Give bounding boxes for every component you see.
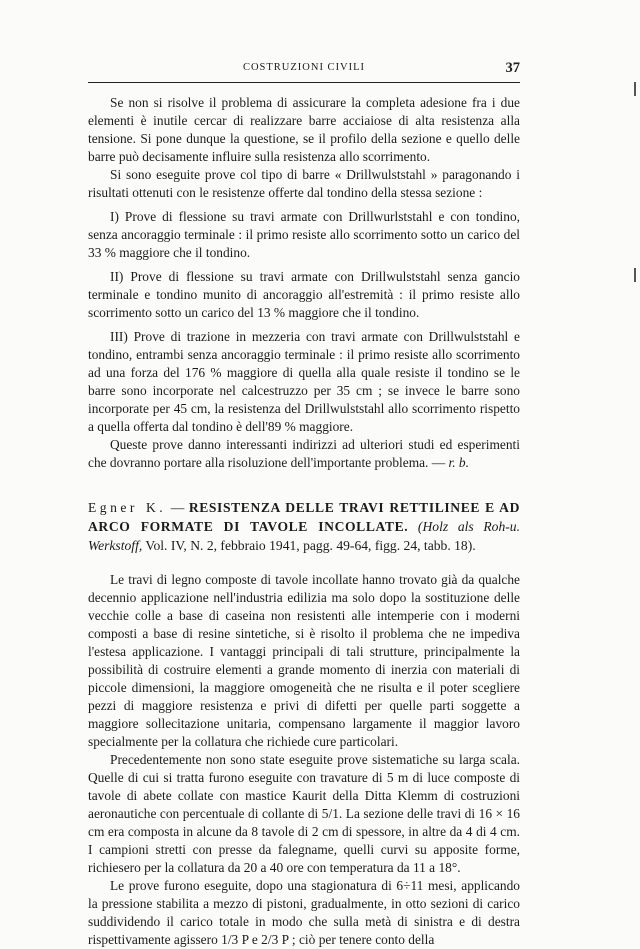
page-header xyxy=(88,60,520,80)
page-number: 37 xyxy=(505,60,520,76)
header-rule xyxy=(88,82,520,83)
test-item-3: III) Prove di trazione in mezzeria con travi armate con Drillwulststahl e tondino, entrambi senza ancoraggio terminale : il primo resiste allo scorrimento ad una forza del 176 % maggiore di quella alla quale resiste il tondino se le barre sono incorporate nel calcestruzzo per 35 cm ; se invece le barre sono incorporate per 45 cm, la resistenza del Drillwulststahl allo scorrimento rispetto a quella offerta dal tondino è dell'89 % maggiore. xyxy=(88,329,520,434)
review-paragraph-2: Precedentemente non sono state eseguite prove sistematiche su larga scala. Quelle di cui si tratta furono eseguite con travature di 5 m di luce composte di tavole di abete collate con mastice Kaurit della Ditta Klemm di costruzioni aeronautiche con percentuale di collante di 5/1. La sezione delle travi di 16 × 16 cm era composta in alcune da 8 tavole di 2 cm di spessore, in altre da 4 di 4 cm. I campioni stretti con presse da falegname, quelli curvi su apposite forme, richiesero per la collatura da 20 a 40 ore con temperatura da 11 a 18°. xyxy=(88,752,520,875)
review-heading xyxy=(88,498,520,555)
paragraph-1: Se non si risolve il problema di assicurare la completa adesione fra i due elementi è inutile cercar di realizzare barre acciaiose di alta resistenza alla tensione. Si pone dunque la questione, se il profilo della sezione e quello delle barre può decisamente influire sulla resistenza allo scorrimento. xyxy=(88,95,520,164)
review-paragraph-3: Le prove furono eseguite, dopo una stagionatura di 6÷11 mesi, applicando la pressione stabilita a mezzo di pistoni, gradualmente, in otto sezioni di carico suddividendo il carico totale in modo che sulla metà di sinistra e di destra rispettivamente agissero 1/3 P e 2/3 P ; ciò per tenere conto della xyxy=(88,878,520,947)
test-item-2: II) Prove di flessione su travi armate con Drillwulststahl senza gancio terminale e tondino munito di ancoraggio all'estremità : il primo resiste allo scorrimento sotto un carico del 13 % maggiore che il tondino. xyxy=(88,269,520,320)
review-dash: — xyxy=(166,500,189,515)
running-head: COSTRUZIONI CIVILI xyxy=(242,62,366,73)
review-title: RESISTENZA DELLE TRAVI RETTILINEE E AD ARCO FORMATE DI TAVOLE INCOLLATE. xyxy=(88,500,520,534)
paragraph-2: Si sono eseguite prove col tipo di barre « Drillwulststahl » paragonando i risultati ottenuti con le resistenze offerte dal tondino della stessa sezione : xyxy=(88,167,520,200)
page-body xyxy=(88,94,520,949)
review-paragraph-1: Le travi di legno composte di tavole incollate hanno trovato già da qualche decennio applicazione nell'industria edilizia ma solo dopo la sostituzione delle vecchie colle a base di caseina non resistenti alle intemperie con i moderni composti a base di resine sintetiche, si è risolto il problema che ne impediva l'estesa applicazione. I vantaggi principali di tali strutture, principalmente la possibilità di costruire elementi a grande momento di inerzia con materiali di piccole dimensioni, la maggiore omogeneità che ne risulta e il poter scegliere pezzi di maggiore resistenza e privi di difetti per quelle parti soggette a maggiore sollecitazione unitaria, compensano largamente il maggior lavoro specialmente per la collatura che richiede cure particolari. xyxy=(88,572,520,749)
reviewer-signature: r. b. xyxy=(448,455,469,470)
review-source: (Holz als Roh-u. Werkstoff, xyxy=(88,519,520,553)
review-citation: Vol. IV, N. 2, febbraio 1941, pagg. 49-64, figg. 24, tabb. 18). xyxy=(142,538,476,553)
review-author: Egner K. xyxy=(88,500,167,515)
scan-edge-mark xyxy=(634,268,636,282)
paragraph-3 xyxy=(88,436,520,472)
paragraph-3-text: Queste prove danno interessanti indirizzi ad ulteriori studi ed esperimenti che dovranno portare alla risoluzione dell'importante problema. — xyxy=(88,437,520,470)
scan-edge-mark xyxy=(634,82,636,96)
test-item-1: I) Prove di flessione su travi armate con Drillwurlststahl e con tondino, senza ancoraggio terminale : il primo resiste allo scorrimento sotto un carico del 33 % maggiore che il tondino. xyxy=(88,209,520,260)
